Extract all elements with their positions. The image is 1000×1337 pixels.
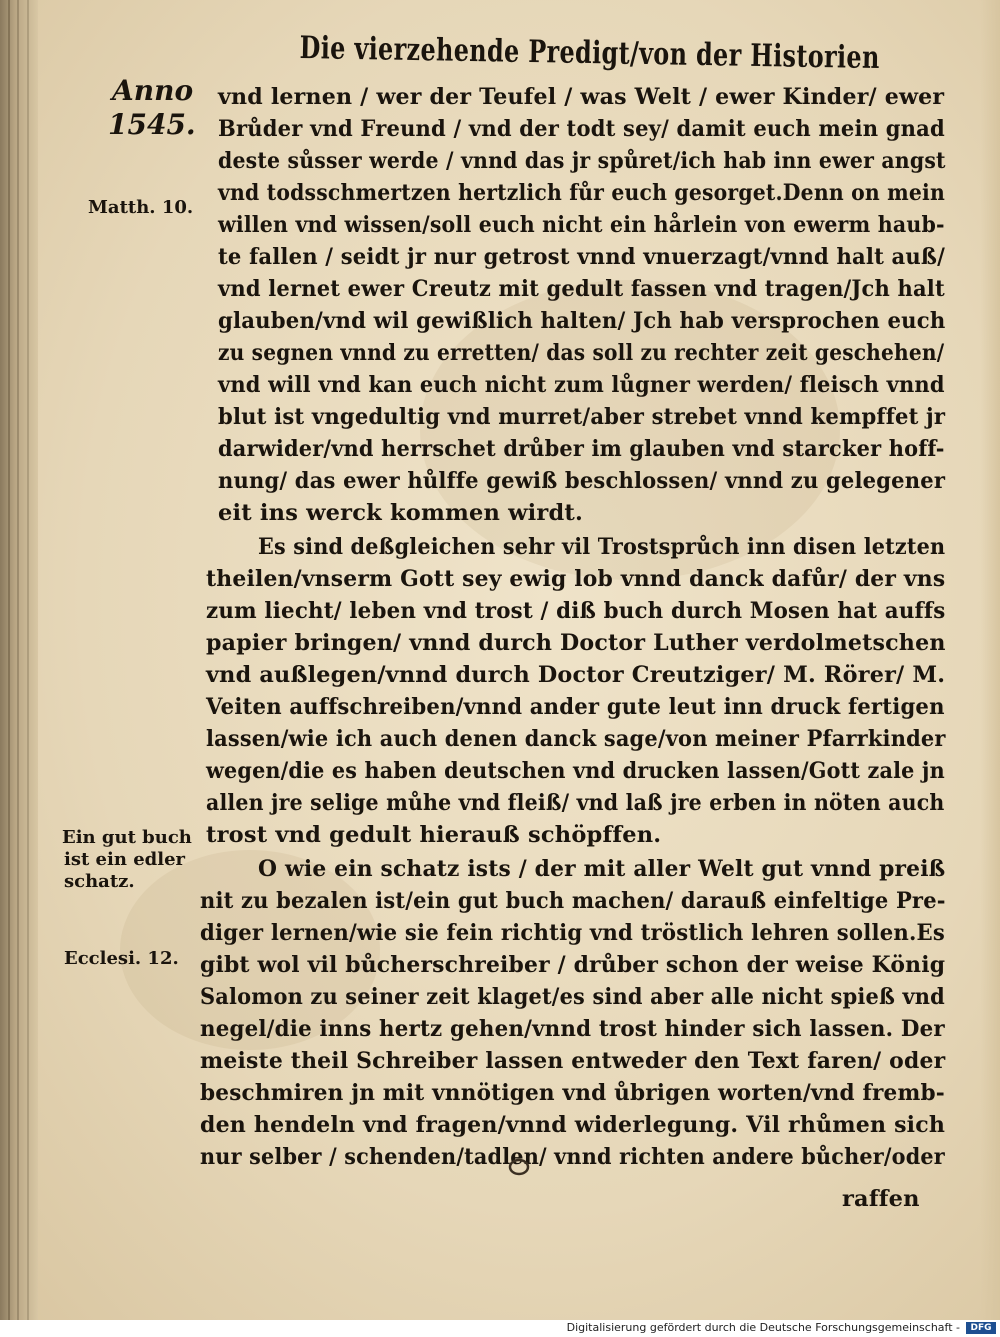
body-line: vnd todsschmertzen hertzlich fůr euch gesorget.Denn on mein — [218, 180, 945, 206]
body-line: negel/die inns hertz gehen/vnnd trost hinder sich lassen. Der — [200, 1016, 945, 1042]
margin-year: 1545. — [108, 108, 196, 141]
body-line: papier bringen/ vnnd durch Doctor Luther verdolmetschen — [206, 630, 946, 656]
body-line: te fallen / seidt jr nur getrost vnnd vnuerzagt/vnnd halt auß/ — [218, 244, 946, 270]
footer-bar — [0, 1320, 1000, 1337]
body-line: meiste theil Schreiber lassen entweder den Text faren/ oder — [200, 1048, 946, 1074]
ornament-ring-icon — [506, 1156, 532, 1178]
margin-ref-eccles: Ecclesi. 12. — [64, 948, 179, 969]
body-line: blut ist vngedultig vnd murret/aber strebet vnnd kempffet jr — [218, 404, 946, 430]
body-line: gibt wol vil bůcherschreiber / drůber schon der weise König — [200, 952, 946, 978]
body-line: darwider/vnd herrschet drůber im glauben vnd starcker hoff- — [218, 436, 945, 462]
body-line: zu segnen vnnd zu erretten/ das soll zu rechter zeit geschehen/ — [218, 340, 945, 366]
body-line: vnd außlegen/vnnd durch Doctor Creutziger/ M. Rörer/ M. — [206, 662, 946, 688]
margin-note-line: schatz. — [64, 871, 135, 892]
page-edge — [980, 0, 1000, 1320]
catchword: raffen — [842, 1186, 920, 1212]
body-line: deste sůsser werde / vnnd das jr spůret/ich hab inn ewer angst — [218, 148, 946, 174]
dfg-logo-icon: DFG — [966, 1322, 996, 1334]
body-line: O wie ein schatz ists / der mit aller Welt gut vnnd preiß — [258, 856, 946, 882]
running-title: Die vierzehende Predigt/von der Historien — [299, 30, 881, 77]
body-line: nur selber / schenden/tadlen/ vnnd richten andere bůcher/oder — [200, 1144, 945, 1170]
footer-credit: Digitalisierung gefördert durch die Deutsche Forschungsgemeinschaft - — [566, 1321, 960, 1334]
body-line: nit zu bezalen ist/ein gut buch machen/ darauß einfeltige Pre- — [200, 888, 946, 914]
body-line: den hendeln vnd fragen/vnnd widerlegung. Vil rhůmen sich — [200, 1112, 946, 1138]
book-gutter — [0, 0, 38, 1320]
body-line: Salomon zu seiner zeit klaget/es sind aber alle nicht spieß vnd — [200, 984, 945, 1010]
margin-note-line: ist ein edler — [64, 849, 186, 870]
body-line: allen jre selige můhe vnd fleiß/ vnd laß jre erben in nöten auch — [206, 790, 945, 816]
margin-note-line: Ein gut buch — [62, 827, 192, 848]
body-line: eit ins werck kommen wirdt. — [218, 500, 584, 526]
body-line: vnd lernen / wer der Teufel / was Welt / ewer Kinder/ ewer — [218, 84, 945, 110]
body-line: willen vnd wissen/soll euch nicht ein hårlein von ewerm haub- — [218, 212, 945, 238]
body-line: nung/ das ewer hůlffe gewiß beschlossen/ vnnd zu gelegener — [218, 468, 946, 494]
body-line: trost vnd gedult hierauß schöpffen. — [206, 822, 662, 848]
body-line: theilen/vnserm Gott sey ewig lob vnnd danck dafůr/ der vns — [206, 566, 946, 592]
body-line: beschmiren jn mit vnnötigen vnd ůbrigen worten/vnd fremb- — [200, 1080, 945, 1106]
body-line: zum liecht/ leben vnd trost / diß buch durch Mosen hat auffs — [206, 598, 946, 624]
body-line: vnd lernet ewer Creutz mit gedult fassen vnd tragen/Jch halt — [218, 276, 945, 302]
body-line: Brůder vnd Freund / vnd der todt sey/ damit euch mein gnad — [218, 116, 945, 142]
body-line: Es sind deßgleichen sehr vil Trostsprůch inn disen letzten — [258, 534, 946, 560]
body-line: wegen/die es haben deutschen vnd drucken lassen/Gott zale jn — [206, 758, 945, 784]
margin-ref-matth: Matth. 10. — [88, 197, 194, 218]
body-line: Veiten auffschreiben/vnnd ander gute leut inn druck fertigen — [206, 694, 945, 720]
body-line: diger lernen/wie sie fein richtig vnd tröstlich lehren sollen.Es — [200, 920, 946, 946]
margin-anno: Anno — [112, 74, 194, 107]
body-line: vnd will vnd kan euch nicht zum lůgner werden/ fleisch vnnd — [218, 372, 945, 398]
body-line: glauben/vnd wil gewißlich halten/ Jch hab versprochen euch — [218, 308, 946, 334]
body-line: lassen/wie ich auch denen danck sage/von meiner Pfarrkinder — [206, 726, 946, 752]
